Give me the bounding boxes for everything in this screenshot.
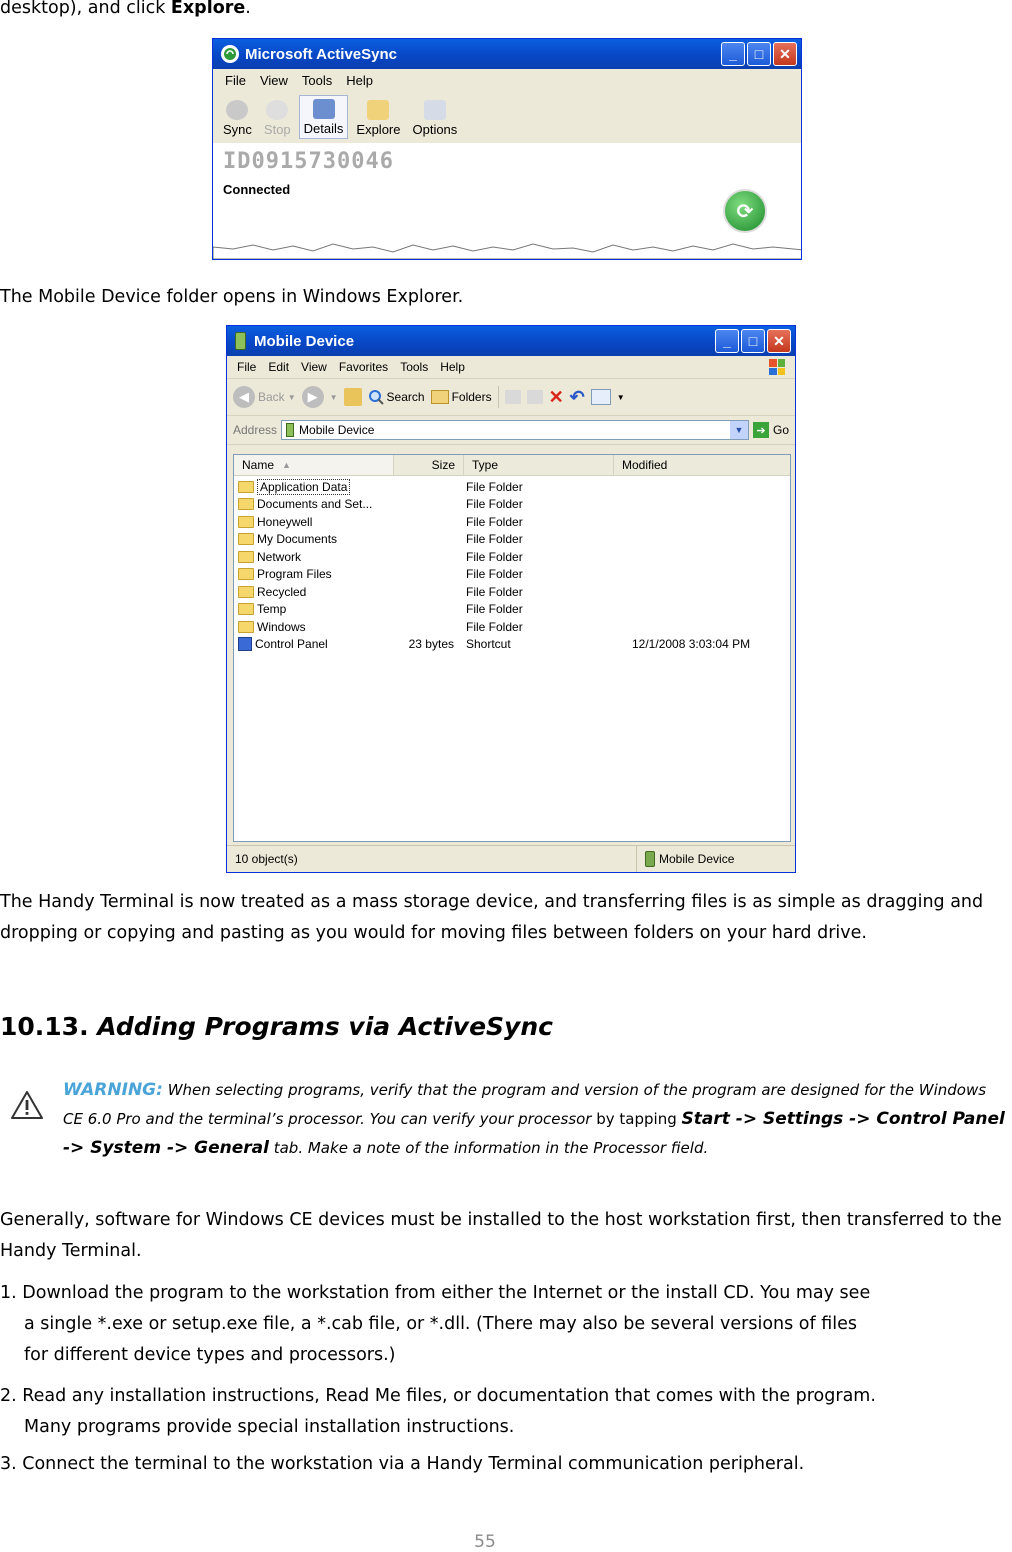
section-title: Adding Programs via ActiveSync bbox=[97, 1012, 553, 1041]
column-type[interactable]: Type bbox=[464, 455, 614, 475]
minimize-button[interactable]: _ bbox=[721, 42, 745, 66]
step-3-text: 3. Connect the terminal to the workstation via a Handy Terminal communication peripheral. bbox=[0, 1454, 805, 1474]
explorer-menubar bbox=[227, 356, 795, 379]
explorer-title: Mobile Device bbox=[254, 332, 355, 350]
address-bar bbox=[227, 416, 795, 445]
page-number: 55 bbox=[474, 1532, 496, 1552]
back-arrow-icon: ◀ bbox=[233, 386, 255, 408]
table-row[interactable]: Program Files File Folder bbox=[234, 566, 790, 584]
back-button[interactable]: ◀ Back ▼ bbox=[233, 386, 296, 408]
activesync-toolbar bbox=[213, 91, 801, 143]
menu-file[interactable]: File bbox=[237, 360, 257, 374]
folder-icon bbox=[238, 516, 254, 528]
sync-icon bbox=[226, 100, 248, 120]
intro-text: desktop), and click bbox=[0, 0, 171, 18]
options-icon bbox=[424, 100, 446, 120]
go-arrow-icon[interactable]: ➔ bbox=[753, 422, 769, 438]
go-button[interactable]: Go bbox=[772, 423, 789, 437]
torn-edge bbox=[213, 235, 802, 259]
warning-triangle-icon bbox=[10, 1090, 44, 1120]
up-folder-icon[interactable] bbox=[344, 388, 362, 406]
folders-button[interactable]: Folders bbox=[431, 390, 492, 404]
views-icon[interactable] bbox=[591, 389, 611, 405]
sync-status-icon: ⟳ bbox=[723, 189, 767, 233]
column-header bbox=[234, 455, 790, 476]
warning-text-1: When selecting programs, verify that the program and version of the program are designed for the Windows CE 6.0 Pro and the terminal’s processor. You can verify your processor bbox=[63, 1081, 987, 1128]
explorer-caption: The Mobile Device folder opens in Windows Explorer. bbox=[0, 287, 464, 307]
search-icon bbox=[368, 389, 384, 405]
step-1-continuation: for different device types and processors.) bbox=[24, 1345, 396, 1365]
explore-button[interactable]: Explore bbox=[352, 95, 404, 139]
activesync-titlebar bbox=[213, 39, 801, 69]
device-id: ID0915730046 bbox=[223, 149, 394, 174]
table-row[interactable]: Network File Folder bbox=[234, 548, 790, 566]
mobile-device-icon bbox=[235, 332, 246, 350]
warning-note bbox=[63, 1076, 1008, 1163]
warning-text-3: tab. Make a note of the information in the Processor field. bbox=[268, 1139, 709, 1157]
section-number: 10.13. bbox=[0, 1012, 89, 1041]
forward-button[interactable]: ▶ bbox=[302, 386, 324, 408]
undo-icon[interactable]: ↶ bbox=[569, 386, 585, 407]
views-dropdown-icon[interactable]: ▼ bbox=[616, 392, 625, 402]
details-button[interactable]: Details bbox=[299, 95, 349, 139]
stop-icon bbox=[266, 100, 288, 120]
activesync-window bbox=[212, 38, 802, 260]
menu-tools[interactable]: Tools bbox=[301, 72, 333, 88]
intro-suffix: . bbox=[245, 0, 251, 18]
step-1-continuation: a single *.exe or setup.exe file, a *.cab file, or *.dll. (There may also be several versions of files bbox=[24, 1314, 858, 1334]
step-1-text: 1. Download the program to the workstation from either the Internet or the install CD. You may see bbox=[0, 1283, 871, 1303]
address-label: Address bbox=[233, 423, 278, 437]
folder-icon bbox=[238, 498, 254, 510]
column-modified[interactable]: Modified bbox=[622, 458, 668, 472]
section-heading bbox=[0, 1012, 553, 1041]
status-device-icon bbox=[645, 851, 655, 867]
explore-folder-icon bbox=[367, 100, 389, 120]
status-location: Mobile Device bbox=[637, 851, 734, 867]
maximize-button[interactable]: □ bbox=[747, 42, 771, 66]
warning-settings-path: Start -> Settings -> Control Panel -> System -> General bbox=[63, 1109, 1005, 1158]
activesync-app-icon bbox=[221, 45, 239, 63]
folder-icon bbox=[238, 533, 254, 545]
delete-icon[interactable]: ✕ bbox=[548, 386, 564, 407]
table-row[interactable]: Application Data File Folder bbox=[234, 478, 790, 496]
activesync-title: Microsoft ActiveSync bbox=[245, 45, 397, 63]
folder-icon bbox=[238, 551, 254, 563]
stop-button[interactable]: Stop bbox=[260, 95, 295, 139]
folders-icon bbox=[431, 390, 449, 404]
menu-help[interactable]: Help bbox=[440, 360, 465, 374]
table-row[interactable]: Windows File Folder bbox=[234, 618, 790, 636]
copy-to-icon[interactable] bbox=[527, 390, 543, 404]
column-size[interactable]: Size bbox=[394, 455, 464, 475]
table-row[interactable]: Control Panel 23 bytes Shortcut 12/1/2008 3:03:04 PM bbox=[234, 636, 790, 654]
menu-edit[interactable]: Edit bbox=[268, 360, 290, 374]
search-button[interactable]: Search bbox=[368, 389, 425, 405]
table-row[interactable]: My Documents File Folder bbox=[234, 531, 790, 549]
options-button[interactable]: Options bbox=[408, 95, 461, 139]
close-button[interactable]: ✕ bbox=[773, 42, 797, 66]
list-item bbox=[0, 1381, 1012, 1443]
warning-text-2: by tapping bbox=[591, 1110, 682, 1128]
explorer-toolbar bbox=[227, 379, 795, 416]
explorer-window bbox=[226, 325, 796, 873]
explorer-statusbar bbox=[227, 845, 795, 872]
table-row[interactable]: Temp File Folder bbox=[234, 601, 790, 619]
intro-line bbox=[0, 0, 251, 24]
file-rows bbox=[234, 476, 790, 653]
folder-icon bbox=[238, 481, 254, 493]
table-row[interactable]: Documents and Set... File Folder bbox=[234, 496, 790, 514]
details-icon bbox=[313, 99, 335, 119]
explorer-maximize-button[interactable]: □ bbox=[741, 329, 765, 353]
list-item bbox=[0, 1278, 1012, 1371]
toolbar-separator bbox=[498, 386, 499, 408]
intro-bold: Explore bbox=[170, 0, 246, 18]
menu-view[interactable]: View bbox=[301, 360, 327, 374]
folder-icon bbox=[238, 586, 254, 598]
forward-dropdown-icon[interactable]: ▼ bbox=[329, 392, 338, 402]
table-row[interactable]: Recycled File Folder bbox=[234, 583, 790, 601]
folder-icon bbox=[238, 621, 254, 633]
control-panel-shortcut-icon bbox=[238, 637, 252, 651]
table-row[interactable]: Honeywell File Folder bbox=[234, 513, 790, 531]
mass-storage-paragraph: The Handy Terminal is now treated as a mass storage device, and transferring files is as simple as dragging and dropping or copying and pasting as you would for moving files between folders on your hard drive. bbox=[0, 892, 984, 943]
address-dropdown-icon[interactable]: ▼ bbox=[730, 421, 748, 439]
windows-logo-icon bbox=[769, 359, 785, 375]
list-item bbox=[0, 1449, 1012, 1480]
step-2-text: 2. Read any installation instructions, Read Me files, or documentation that comes with the program. bbox=[0, 1386, 876, 1406]
menu-tools[interactable]: Tools bbox=[400, 360, 429, 374]
address-device-icon bbox=[286, 423, 294, 437]
step-2-continuation: Many programs provide special installation instructions. bbox=[24, 1417, 515, 1437]
move-to-icon[interactable] bbox=[505, 390, 521, 404]
warning-label: WARNING: bbox=[63, 1080, 163, 1100]
explorer-minimize-button[interactable]: _ bbox=[715, 329, 739, 353]
menu-favorites[interactable]: Favorites bbox=[338, 360, 389, 374]
folder-icon bbox=[238, 568, 254, 580]
column-name[interactable]: Name ▲ bbox=[234, 455, 394, 475]
explorer-titlebar bbox=[227, 326, 795, 356]
explorer-close-button[interactable]: ✕ bbox=[767, 329, 791, 353]
folder-icon bbox=[238, 603, 254, 615]
menu-help[interactable]: Help bbox=[346, 72, 374, 88]
general-paragraph: Generally, software for Windows CE devices must be installed to the host workstation first, then transferred to the Handy Terminal. bbox=[0, 1210, 1002, 1261]
menu-view[interactable]: View bbox=[259, 72, 288, 88]
menu-file[interactable]: File bbox=[225, 72, 246, 88]
activesync-menubar bbox=[213, 69, 801, 91]
connection-status: Connected bbox=[223, 182, 291, 197]
sync-button[interactable]: Sync bbox=[219, 95, 256, 139]
status-object-count: 10 object(s) bbox=[227, 846, 637, 872]
address-input[interactable]: Mobile Device ▼ bbox=[281, 420, 749, 440]
file-list bbox=[233, 454, 791, 842]
